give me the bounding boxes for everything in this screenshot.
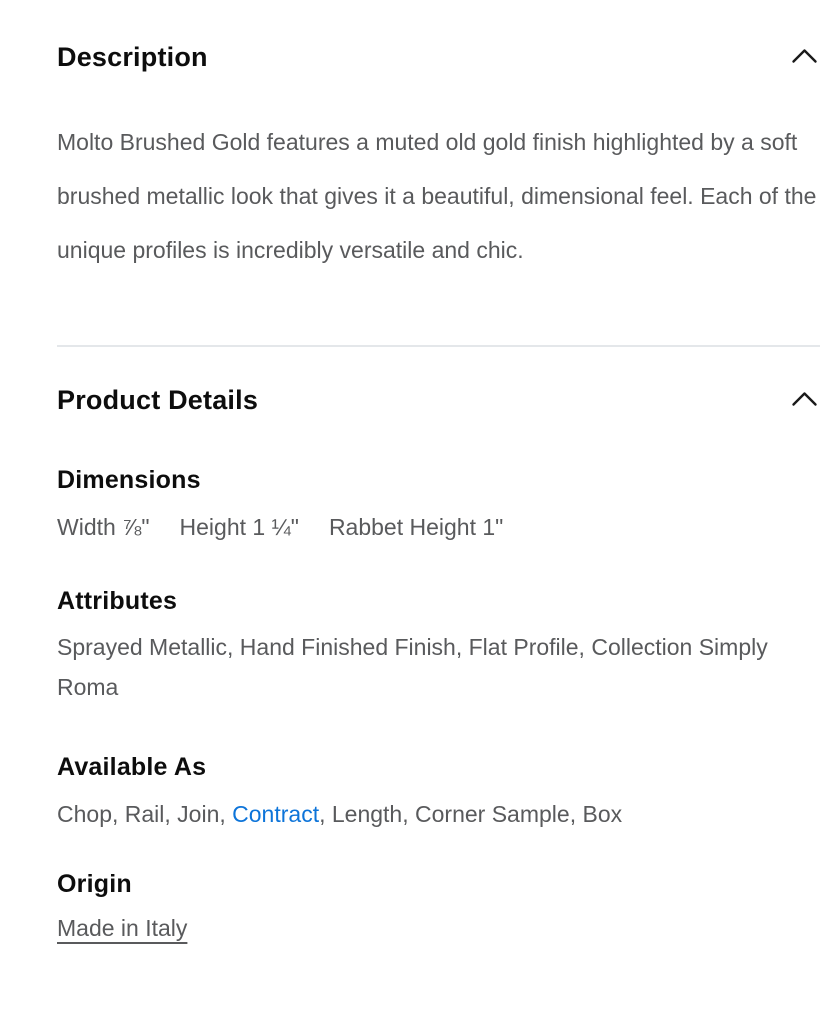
available-as-item: Rail [124, 800, 165, 827]
description-accordion-header[interactable] [57, 42, 820, 73]
product-details-section [57, 385, 820, 944]
made-in-italy-link[interactable]: Made in Italy [57, 915, 188, 942]
section-divider [57, 345, 820, 347]
available-as-link[interactable]: Contract [232, 800, 320, 827]
available-as-item: Length [331, 800, 403, 827]
available-as-item: Corner Sample [415, 800, 570, 827]
description-section [57, 42, 820, 277]
dimensions-title: Dimensions [57, 466, 201, 495]
available-as-values: Chop, Rail, Join, Contract, Length, Corner Sample, Box [57, 800, 623, 827]
product-details-collapse-button[interactable] [789, 387, 820, 411]
origin-row [57, 912, 820, 944]
attributes-text: Sprayed Metallic, Hand Finished Finish, Flat Profile, Collection Simply Roma [57, 634, 768, 701]
dimension-item: Height 1 ¼" [179, 513, 299, 540]
available-as-item: Chop [57, 800, 112, 827]
description-collapse-button[interactable] [789, 44, 820, 68]
dimension-item: Rabbet Height 1" [328, 513, 504, 540]
chevron-up-icon [791, 391, 818, 407]
origin-title: Origin [57, 869, 132, 898]
product-details-accordion-header[interactable] [57, 385, 820, 416]
chevron-up-icon [791, 48, 818, 64]
available-as-item: Box [582, 800, 623, 827]
product-details-title: Product Details [57, 385, 259, 416]
available-as-title: Available As [57, 753, 207, 782]
available-as-item: Join [177, 800, 220, 827]
description-title: Description [57, 42, 208, 72]
dimensions-values [57, 511, 820, 543]
description-paragraph: Molto Brushed Gold features a muted old gold finish highlighted by a soft brushed metallic look that gives it a beautiful, dimensional feel. Each of the unique profiles is incredibly versatile and chic. [57, 129, 817, 264]
attributes-title: Attributes [57, 586, 178, 615]
dimension-item: Width ⅞" [57, 513, 150, 540]
